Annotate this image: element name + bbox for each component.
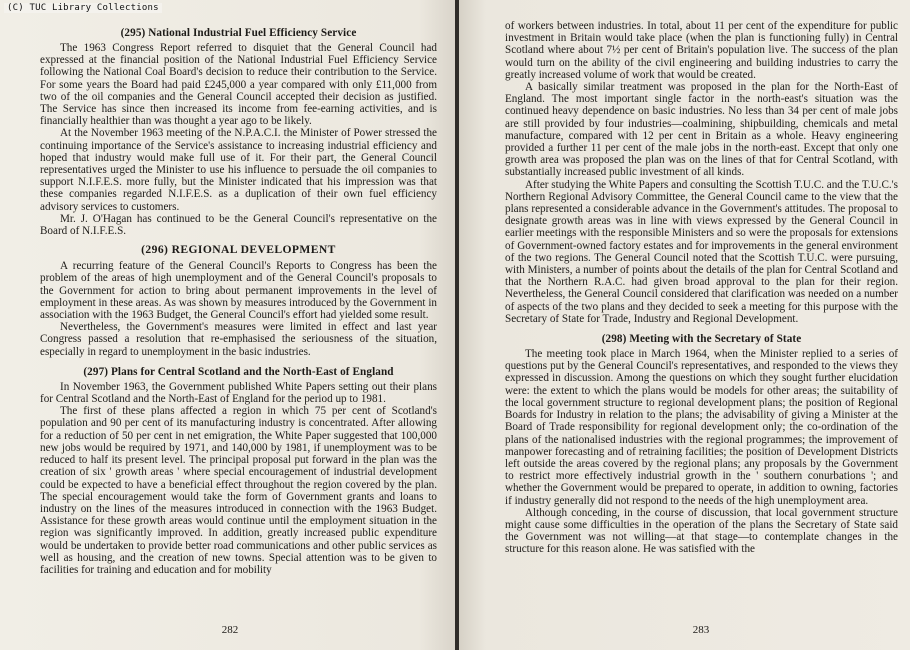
continued-paragraph-3: After studying the White Papers and consulting the Scottish T.U.C. and the T.U.C.'s Northern Regional Advisory Committee, the General Council came to the view that the plans represented a considerable advance in the Government's attitudes. The proposal to designate growth areas was in line with views expressed by the General Council in earlier meetings with the responsible Ministers and so were the proposals for extensions of Government-owned factory estates and for improvements in the general environment of the two regions. The General Council noted that the Scottish T.U.C. were pursuing, with Ministers, a number of points about the details of the plan for Central Scotland and that the Northern R.A.C. had given broad approval to the plan for their region. Nevertheless, the General Council considered that clarification was needed on a number of aspects of the two plans and they decided to seek a meeting for this purpose with the Secretary of State for Trade, Industry and Regional Development. — [505, 178, 898, 325]
left-page-number: 282 — [221, 624, 239, 636]
section-296-paragraph-1: A recurring feature of the General Council's Reports to Congress has been the problem of the areas of high unemployment and of the General Council's proposals to the Government for action to bring about permanent improvements in the level of employment in these areas. As was shown by measures introduced by the Government in association with the 1963 Budget, the General Council's effort had yielded some result. — [40, 260, 437, 322]
continued-paragraph-2: A basically similar treatment was proposed in the plan for the North-East of England. The most important single factor in the north-east's situation was the continued heavy dependence on basic industries. No less than 34 per cent of male jobs are still provided by four industries—coalmining, shipbuilding, chemicals and metal manufacture, compared with 12 per cent in Britain as a whole. Heavy engineering provided a further 11 per cent of the male jobs in the north-east. Except that only one growth area was proposed the plan was on the lines of that for Central Scotland, with substantially increased public investment of all kinds. — [505, 81, 898, 179]
section-295-paragraph-1: The 1963 Congress Report referred to disquiet that the General Council had expressed at the financial position of the National Industrial Fuel Efficiency Service following the National Coal Board's decision to reduce their contribution to the Service. For some years the Board had paid £245,000 a year compared with only £11,000 from two of the oil companies and the General Council accepted their decision as justified. The Service has since then increased its income from fee-earning activities, and is financially healthier than was thought a year ago to be likely. — [40, 42, 437, 128]
section-297-paragraph-2: The first of these plans affected a region in which 75 per cent of Scotland's population and 90 per cent of its manufacturing industry is concentrated. After allowing for a reduction of 50 per cent in net emigration, the White Paper suggested that 100,000 new jobs would be required by 1971, and 140,000 by 1981, if unemployment was to be reduced to half its present level. The principal proposal put forward in the plan was the creation of six ' growth areas ' where special encouragement of industrial development could be expected to have a beneficial effect throughout the region covered by the plan. The special encouragement would take the form of Government grants and loans to industry on the lines of the measures introduced in connection with the 1963 Budget. Assistance for these growth areas would continue until the employment situation in the region was significantly improved. In addition, greatly increased public expenditure would be undertaken to provide better road communications and other public services as well as housing, and the creation of new towns. Special attention was to be given to facilities for training and education and for mobility — [40, 405, 437, 576]
section-295-heading: (295) National Industrial Fuel Efficiency Service — [120, 27, 357, 39]
section-298-paragraph-1: The meeting took place in March 1964, when the Minister replied to a series of questions put by the General Council's representatives, and responded to the views they expressed in discussion. Among the questions on which they sought further elucidation were: the extent to which the plans would be models for other areas; the suitability of the local government structure to regional development plans; the position of Regional Boards for Industry in relation to the plans; the advisability of giving a Minister at the Board of Trade responsibility for regional development only; the co-ordination of the plans of the nationalised industries with the regional programmes; the improvement of manpower forecasting and of retraining facilities; the position of Development Districts left outside the areas covered by the regional plans; any proposals by the Government to restrict more effectively industrial growth in the ' southern conurbations '; and whether the Government would be prepared to operate, in addition to owning, factories if industry generally did not respond to the needs of the high unemployment area. — [505, 348, 898, 507]
right-page-number: 283 — [692, 624, 710, 636]
section-296-paragraph-2: Nevertheless, the Government's measures were limited in effect and last year Congress passed a resolution that re-emphasised the seriousness of the situation, especially in regard to unemployment in the basic industries. — [40, 321, 437, 358]
section-297-paragraph-1: In November 1963, the Government published White Papers setting out their plans for Central Scotland and the North-East of England for the period up to 1981. — [40, 380, 437, 406]
section-295-paragraph-2: At the November 1963 meeting of the N.P.A.C.I. the Minister of Power stressed the continuing importance of the Service's assistance to increasing industrial efficiency and hoped that industry would make full use of it. For their part, the General Council representatives urged the Minister to use his influence to persuade the oil companies to support N.I.F.E.S. more fully, but the Minister indicated that his impression was that these companies regarded N.I.F.E.S. as a duplication of their own fuel efficiency advisory services to customers. — [40, 127, 437, 213]
right-page — [459, 0, 910, 650]
section-297-heading: (297) Plans for Central Scotland and the North-East of England — [83, 365, 394, 378]
section-298-heading: (298) Meeting with the Secretary of State — [601, 333, 802, 346]
section-295-paragraph-3: Mr. J. O'Hagan has continued to be the General Council's representative on the Board of N.I.F.E.S. — [40, 212, 437, 238]
copyright-watermark: (C) TUC Library Collections — [4, 3, 162, 13]
section-296-heading: (296) REGIONAL DEVELOPMENT — [141, 243, 336, 257]
section-298-paragraph-2: Although conceding, in the course of discussion, that local government structure might cause some difficulties in the operation of the plans the Secretary of State said the Government was not willing—at that stage—to contemplate changes in the structure for this reason alone. He was satisfied with the — [505, 506, 898, 556]
continued-paragraph-1: of workers between industries. In total, about 11 per cent of the expenditure for public investment in Britain would take place (when the plan is functioning fully) in Central Scotland where about 7½ per cent of Britain's population live. The success of the plan would turn on the ability of the civil engineering and building industries to carry the greatly increased volume of work that would be created. — [505, 20, 898, 81]
